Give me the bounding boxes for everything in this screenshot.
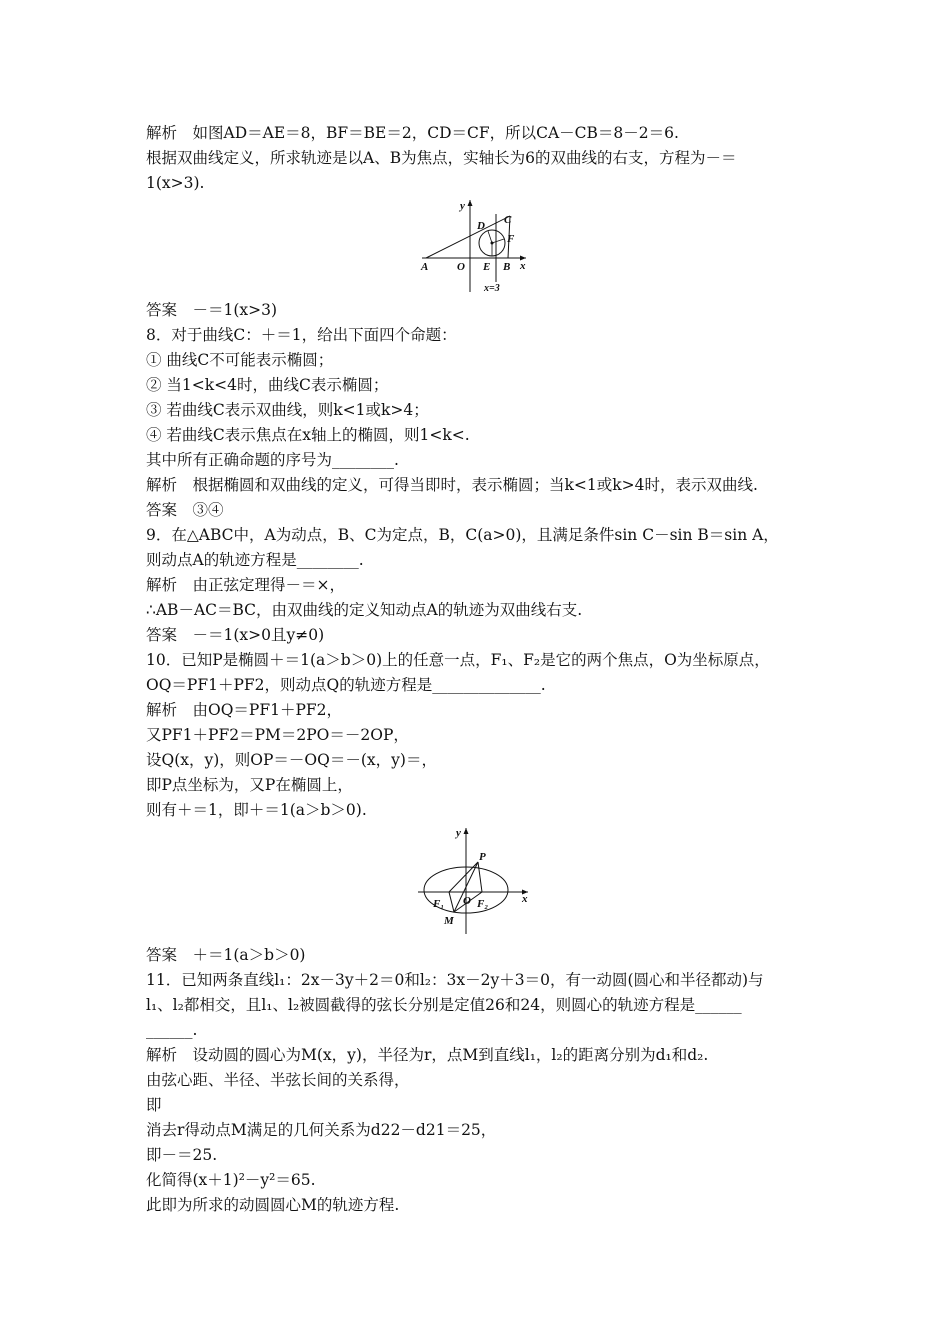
text-line: 则动点A的轨迹方程是________. [146,551,364,569]
text-line: 消去r得动点M满足的几何关系为d22－d21＝25， [146,1121,497,1139]
label-x: x [522,893,528,905]
line-AC [426,216,510,258]
text-line: 9．在△ABC中，A为动点，B、C为定点，B，C(a>0)，且满足条件sin C－sin B＝sin A， [146,526,779,544]
label-y: y [456,827,461,839]
text-line: 解析 根据椭圆和双曲线的定义，可得当即时，表示椭圆；当k<1或k>4时，表示双曲线. [146,476,758,494]
label-M: M [444,915,454,927]
text-line: ① 曲线C不可能表示椭圆； [146,351,334,369]
label-F2: F₂ [477,898,489,910]
text-line: 答案 －＝1(x>0且y≠0) [146,626,325,644]
radius-F [492,239,504,243]
circle-center [491,242,494,245]
text-line: 此即为所求的动圆圆心M的轨迹方程. [146,1196,400,1214]
line-F1P [449,862,478,892]
text-line: OQ＝PF1＋PF2，则动点Q的轨迹方程是______________. [146,676,546,694]
y-axis-arrow [464,828,469,834]
text-line: ______. [146,1021,198,1039]
label-D: D [477,220,485,232]
text-line: 10．已知P是椭圆＋＝1(a＞b＞0)上的任意一点，F₁、F₂是它的两个焦点，O为坐标原点， [146,651,770,669]
text-line: 答案 ③④ [146,501,224,519]
hyperbola-circle-figure [418,196,530,296]
text-line: ∴AB－AC＝BC，由双曲线的定义知动点A的轨迹为双曲线右支. [146,601,583,619]
text-line: 解析 如图AD＝AE＝8，BF＝BE＝2，CD＝CF，所以CA－CB＝8－2＝6. [146,124,679,142]
label-E: E [483,261,491,273]
label-P: P [479,851,486,863]
text-line: 即P点坐标为，又P在椭圆上， [146,776,353,794]
label-y: y [460,200,465,212]
text-line: 解析 设动圆的圆心为M(x，y)，半径为r，点M到直线l₁，l₂的距离分别为d₁和d₂. [146,1046,709,1064]
text-line: 8．对于曲线C：＋＝1，给出下面四个命题： [146,326,457,344]
text-line: 设Q(x，y)，则OP＝－OQ＝－(x，y)＝， [146,751,437,769]
line-F1M [449,892,454,912]
label-C: C [504,214,512,226]
y-axis-arrow [468,200,473,206]
text-line: 其中所有正确命题的序号为________. [146,451,399,469]
text-line: 即 [146,1096,162,1114]
text-line: ② 当1<k<4时，曲线C表示椭圆； [146,376,389,394]
text-line: 解析 由正弦定理得－＝×， [146,576,345,594]
text-line: 又PF1＋PF2＝PM＝2PO＝－2OP， [146,726,409,744]
text-line: 答案 －＝1(x>3) [146,301,278,319]
label-O: O [457,261,465,273]
label-line-x3: x=3 [484,283,500,294]
text-line: 11．已知两条直线l₁：2x－3y＋2＝0和l₂：3x－2y＋3＝0，有一动圆(圆心和半径都动)与 [146,971,764,989]
label-F1: F₁ [433,898,445,910]
text-line: 由弦心距、半径、半弦长间的关系得， [146,1071,410,1089]
label-A: A [421,261,429,273]
text-line: 解析 由OQ＝PF1＋PF2， [146,701,343,719]
text-line: 则有＋＝1，即＋＝1(a＞b＞0). [146,801,367,819]
text-line: ③ 若曲线C表示双曲线，则k<1或k>4； [146,401,429,419]
radius-D [488,231,492,243]
label-B: B [503,261,511,273]
text-line: 化简得(x＋1)²－y²＝65. [146,1171,316,1189]
text-line: l₁、l₂都相交，且l₁、l₂被圆截得的弦长分别是定值26和24，则圆心的轨迹方程是______ [146,996,742,1014]
text-line: 根据双曲线定义，所求轨迹是以A、B为焦点，实轴长为6的双曲线的右支，方程为－＝ [146,149,737,167]
label-x: x [520,260,526,272]
label-F: F [507,233,515,245]
text-line: ④ 若曲线C表示焦点在x轴上的椭圆，则1<k<. [146,426,470,444]
label-O: O [463,895,471,907]
text-line: 1(x>3). [146,174,205,192]
text-line: 答案 ＋＝1(a＞b＞0) [146,946,306,964]
line-PF2 [478,862,482,892]
text-line: 即－＝25. [146,1146,218,1164]
ellipse-figure [416,824,532,936]
